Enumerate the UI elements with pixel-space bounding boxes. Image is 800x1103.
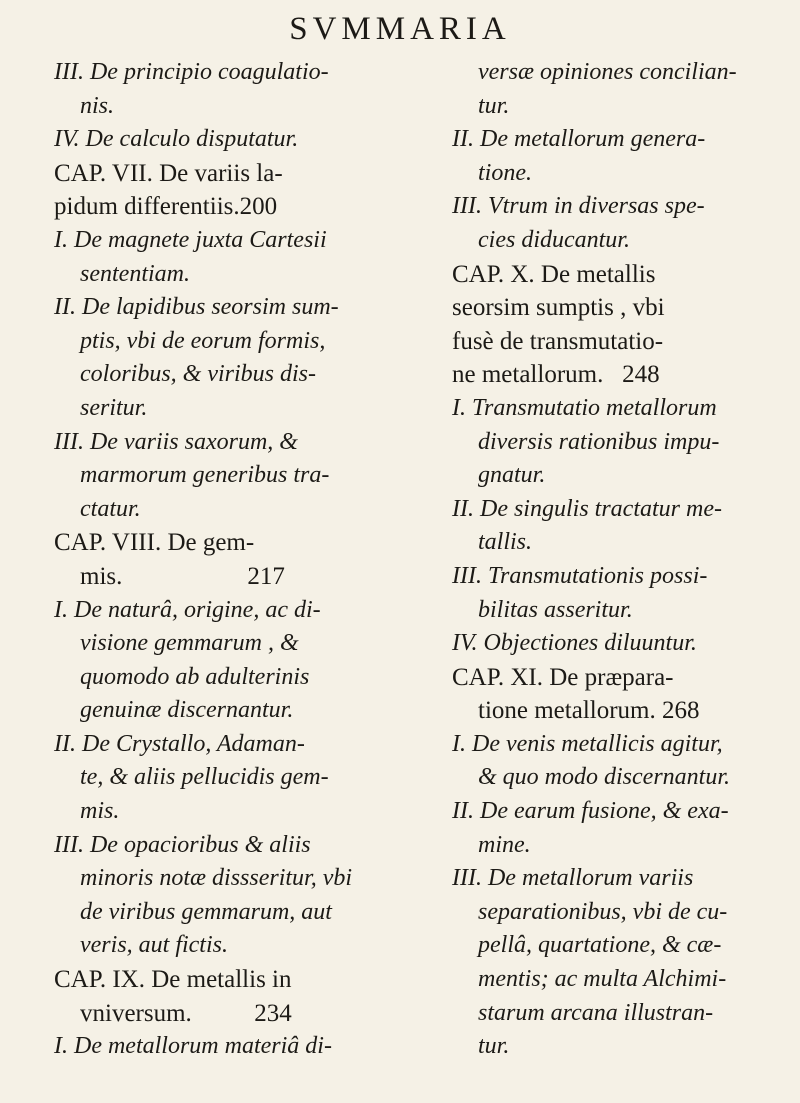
toc-line: II. De singulis tractatur me- <box>452 495 722 522</box>
toc-line: III. De variis saxorum, & <box>54 428 298 455</box>
toc-line: coloribus, & viribus dis- <box>80 361 317 388</box>
toc-line: veris, aut fictis. <box>80 932 228 959</box>
toc-line: III. Vtrum in diversas spe- <box>452 193 705 220</box>
toc-line: mentis; ac multa Alchimi- <box>478 966 727 993</box>
toc-line: & quo modo discernantur. <box>478 764 730 791</box>
toc-line: I. De magnete juxta Cartesii <box>54 226 327 253</box>
chapter-heading: pidum differentiis.200 <box>54 193 278 221</box>
left-column <box>54 56 414 1064</box>
chapter-heading: mis. 217 <box>80 562 285 590</box>
toc-line: versæ opiniones concilian- <box>478 59 737 85</box>
toc-line: quomodo ab adulterinis <box>80 663 310 690</box>
toc-line: II. De earum fusione, & exa- <box>452 798 729 825</box>
chapter-heading: ne metallorum. 248 <box>452 361 660 389</box>
toc-line: separationibus, vbi de cu- <box>478 898 728 925</box>
chapter-heading: CAP. VII. De variis la- <box>54 159 283 187</box>
chapter-heading: fusè de transmutatio- <box>452 327 664 355</box>
toc-line: starum arcana illustran- <box>478 999 714 1026</box>
toc-line: I. Transmutatio metallorum <box>452 394 717 421</box>
chapter-heading: CAP. IX. De metallis in <box>54 966 292 994</box>
chapter-heading: CAP. XI. De præpara- <box>452 663 674 691</box>
toc-line: mine. <box>478 831 531 858</box>
toc-line: tur. <box>478 1033 510 1060</box>
toc-line: I. De naturâ, origine, ac di- <box>54 596 321 623</box>
toc-line: sententiam. <box>80 260 190 287</box>
toc-line: tione. <box>478 159 532 186</box>
toc-line: I. De venis metallicis agitur, <box>452 730 723 757</box>
toc-line: gnatur. <box>478 462 546 489</box>
toc-line: IV. Objectiones diluuntur. <box>452 630 697 657</box>
toc-line: seritur. <box>80 394 148 421</box>
toc-line: II. De Crystallo, Adaman- <box>54 730 305 757</box>
right-column <box>452 56 782 1064</box>
toc-line: te, & aliis pellucidis gem- <box>80 764 329 791</box>
toc-line: genuinæ discernantur. <box>80 697 294 724</box>
toc-line: ctatur. <box>80 495 141 522</box>
toc-line: III. Transmutationis possi- <box>452 562 708 589</box>
toc-line: tur. <box>478 92 510 119</box>
toc-line: III. De opacioribus & aliis <box>54 831 311 858</box>
toc-line: visione gemmarum , & <box>80 630 299 657</box>
toc-line: minoris notæ dissseritur, vbi <box>80 865 353 892</box>
toc-line: nis. <box>80 92 115 119</box>
toc-line: tallis. <box>478 529 533 556</box>
toc-line: marmorum generibus tra- <box>80 462 330 489</box>
toc-line: pellâ, quartatione, & cæ- <box>478 932 722 959</box>
chapter-heading: tione metallorum. 268 <box>478 697 700 725</box>
chapter-heading: seorsim sumptis , vbi <box>452 294 665 322</box>
toc-line: bilitas asseritur. <box>478 596 633 623</box>
toc-line: diversis rationibus impu- <box>478 428 720 455</box>
toc-line: I. De metallorum materiâ di- <box>54 1033 332 1060</box>
toc-line: de viribus gemmarum, aut <box>80 898 332 925</box>
toc-line: mis. <box>80 798 120 825</box>
toc-line: III. De metallorum variis <box>452 865 694 892</box>
chapter-heading: vniversum. 234 <box>80 999 292 1027</box>
chapter-heading: CAP. X. De metallis <box>452 260 656 288</box>
toc-line: II. De metallorum genera- <box>452 126 706 153</box>
toc-line: III. De principio coagulatio- <box>54 59 329 85</box>
page-header: SVMMARIA <box>289 11 511 47</box>
toc-line: cies diducantur. <box>478 226 630 253</box>
toc-line: IV. De calculo disputatur. <box>54 126 299 153</box>
toc-line: ptis, vbi de eorum formis, <box>80 327 326 354</box>
chapter-heading: CAP. VIII. De gem- <box>54 529 255 557</box>
toc-line: II. De lapidibus seorsim sum- <box>54 294 339 321</box>
